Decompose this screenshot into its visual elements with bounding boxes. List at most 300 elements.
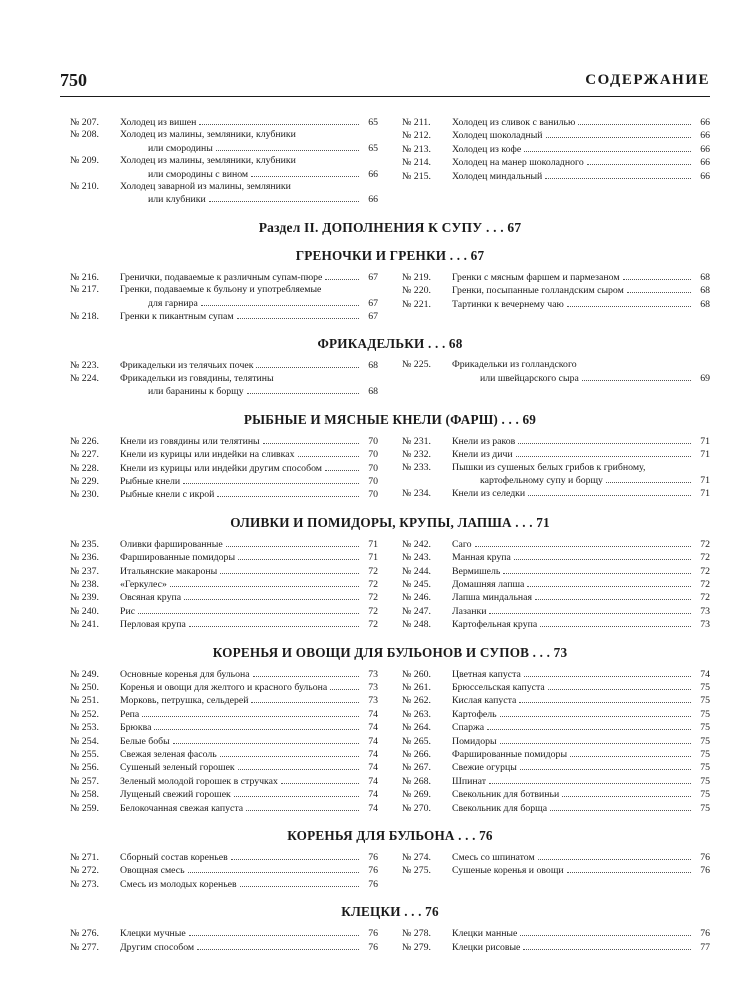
toc-entry [70, 116, 378, 129]
entry-page-number: 67 [368, 311, 378, 323]
section-heading: Раздел II. ДОПОЛНЕНИЯ К СУПУ . . . 67 [258, 219, 522, 235]
entry-page-number: 76 [368, 941, 378, 953]
entry-title [452, 761, 694, 774]
dot-leader [548, 681, 691, 690]
entry-page-number: 77 [700, 941, 710, 953]
dot-leader [201, 297, 359, 306]
dot-leader [527, 578, 691, 587]
dot-leader [516, 448, 691, 457]
entry-number: № 244. [402, 565, 431, 577]
dot-leader [519, 694, 691, 703]
entry-title [452, 941, 694, 954]
toc-entry [402, 551, 710, 564]
entry-page-number: 75 [700, 775, 710, 787]
entry-title-text: Рыбные кнели [120, 475, 181, 487]
entry-number: № 216. [70, 271, 99, 283]
dot-leader [281, 775, 359, 784]
entry-title-text: Кнели из курицы или индейки на сливках [120, 449, 295, 461]
entry-number: № 259. [70, 802, 99, 814]
entry-title [120, 941, 362, 954]
entry-title-text: Кнели из раков [452, 435, 516, 447]
entry-title [148, 168, 362, 181]
entry-number: № 245. [402, 578, 431, 590]
entry-title-text: Картофель [452, 708, 497, 720]
entry-title [452, 748, 694, 761]
entry-number: № 276. [70, 928, 99, 940]
toc-entry [402, 129, 710, 142]
entry-number: № 221. [402, 298, 431, 310]
entry-title [452, 116, 694, 129]
entry-title-text: Холодец миндальный [452, 170, 543, 182]
entry-number: № 266. [402, 749, 431, 760]
entry-title-text: Помидоры [452, 735, 497, 747]
entry-title-text: Лапша миндальная [452, 592, 533, 604]
entry-number: № 242. [402, 538, 431, 550]
dot-leader [535, 591, 691, 600]
entry-title-text: Манная крупа [452, 552, 511, 564]
dot-leader [623, 271, 691, 280]
dot-leader [253, 668, 359, 677]
entry-title [120, 373, 378, 385]
entry-columns [70, 927, 710, 954]
entry-title [452, 605, 694, 618]
toc-entry [70, 591, 378, 604]
dot-leader [325, 271, 359, 280]
entry-line [402, 116, 710, 129]
toc-entry [402, 618, 710, 631]
entry-page-number: 72 [368, 565, 378, 577]
entry-title-text: Смесь со шпинатом [452, 852, 535, 864]
entry-line [70, 448, 378, 461]
entry-page-number: 71 [368, 538, 378, 550]
entry-title [148, 297, 362, 310]
entry-title [452, 681, 694, 694]
entry-title-text: или клубники [148, 194, 206, 206]
entry-page-number: 67 [368, 271, 378, 283]
entry-number: № 250. [70, 681, 99, 693]
entry-line [70, 578, 378, 591]
entry-page-number: 66 [700, 117, 710, 128]
entry-title-text: или смородины [148, 142, 213, 154]
entry-title-text: Тартинки к вечернему чаю [452, 298, 564, 310]
entry-number: № 255. [70, 749, 99, 760]
entry-title [452, 448, 694, 461]
entry-title [452, 462, 710, 474]
entry-line [402, 551, 710, 564]
entry-page-number: 76 [700, 928, 710, 940]
dot-leader [567, 864, 691, 873]
entry-line [402, 435, 710, 448]
subsection-heading: ОЛИВКИ И ПОМИДОРЫ, КРУПЫ, ЛАПША . . . 71 [230, 514, 550, 530]
entry-line [402, 864, 710, 877]
entry-number: № 240. [70, 605, 99, 617]
left-column [70, 435, 378, 502]
entry-title-text: Холодец из малины, земляники, клубники [120, 129, 296, 141]
entry-line [402, 143, 710, 156]
entry-line [70, 761, 378, 774]
entry-line [70, 748, 378, 761]
entry-title [452, 578, 694, 591]
entry-number: № 212. [402, 130, 431, 142]
subsection-heading: ГРЕНОЧКИ И ГРЕНКИ . . . 67 [295, 247, 485, 263]
entry-line [70, 605, 378, 618]
dot-leader [209, 193, 359, 202]
dot-leader [518, 435, 691, 444]
entry-title-text: «Геркулес» [120, 578, 167, 590]
entry-line [70, 116, 378, 129]
dot-leader [251, 168, 359, 177]
entry-page-number: 66 [368, 168, 378, 180]
entry-number: № 270. [402, 802, 431, 814]
entry-title [452, 298, 694, 311]
entry-title-text: Кнели из курицы или индейки другим способом [120, 462, 322, 474]
entry-title [452, 851, 694, 864]
entry-line [402, 578, 710, 591]
toc-entry [70, 475, 378, 488]
entry-line [70, 591, 378, 604]
entry-page-number: 68 [368, 360, 378, 372]
entry-title [120, 748, 362, 761]
entry-title [120, 802, 362, 815]
entry-number: № 226. [70, 435, 99, 447]
entry-number: № 209. [70, 155, 99, 167]
toc-entry [70, 775, 378, 788]
toc-entry [70, 271, 378, 284]
entry-page-number: 75 [700, 708, 710, 720]
entry-number: № 278. [402, 928, 431, 940]
dot-leader [545, 170, 691, 179]
entry-line [70, 373, 378, 385]
entry-number: № 208. [70, 129, 99, 141]
entry-title-text: Брюссельская капуста [452, 681, 545, 693]
entry-line [70, 193, 378, 206]
entry-title-text: Фрикадельки из телячьих почек [120, 360, 254, 372]
toc-entry [402, 761, 710, 774]
toc-entry [402, 748, 710, 761]
dot-leader [217, 488, 359, 497]
toc-entry [402, 271, 710, 284]
right-column [402, 116, 710, 207]
entry-page-number: 76 [368, 878, 378, 890]
entry-number: № 228. [70, 462, 99, 474]
entry-line [70, 385, 378, 398]
toc-entry [70, 155, 378, 181]
entry-title-text: Итальянские макароны [120, 565, 218, 577]
dot-leader [246, 802, 359, 811]
entry-line [70, 297, 378, 310]
entry-number: № 247. [402, 605, 431, 617]
entry-line [402, 721, 710, 734]
entry-title-text: Холодец из кофе [452, 143, 522, 155]
toc-block [70, 335, 710, 398]
entry-number: № 264. [402, 722, 431, 734]
right-column [402, 271, 710, 324]
entry-number: № 218. [70, 311, 99, 323]
dot-leader [489, 605, 691, 614]
toc-entry [70, 851, 378, 864]
entry-title [120, 565, 362, 578]
toc-block [70, 411, 710, 502]
dot-leader [183, 475, 359, 484]
entry-title [120, 721, 362, 734]
entry-title [120, 788, 362, 801]
dot-leader [475, 538, 691, 547]
toc-entry [402, 591, 710, 604]
entry-page-number: 75 [700, 749, 710, 760]
entry-line [70, 462, 378, 475]
toc-entry [70, 694, 378, 707]
entry-line [70, 565, 378, 578]
entry-line [402, 156, 710, 169]
entry-page-number: 71 [700, 474, 710, 486]
entry-page-number: 72 [700, 592, 710, 604]
entry-title [452, 170, 694, 183]
entry-title [452, 694, 694, 707]
entry-title [148, 193, 362, 206]
entry-title-text: Сборный состав кореньев [120, 852, 228, 864]
dot-leader [142, 708, 359, 717]
entry-number: № 273. [70, 878, 99, 890]
dot-leader [520, 927, 691, 936]
entry-number: № 220. [402, 285, 431, 297]
entry-title [120, 735, 362, 748]
entry-title [120, 708, 362, 721]
toc-entry [70, 448, 378, 461]
entry-title [452, 927, 694, 940]
entry-title-text: Фрикадельки из голландского [452, 359, 577, 371]
dot-leader [216, 142, 359, 151]
entry-title [120, 488, 362, 501]
left-column [70, 927, 378, 954]
dot-leader [251, 694, 359, 703]
entry-number: № 279. [402, 941, 431, 953]
left-column [70, 271, 378, 324]
entry-number: № 235. [70, 538, 99, 550]
entry-title [120, 878, 362, 891]
entry-title-text: Кнели из дичи [452, 449, 513, 461]
toc-entry [402, 143, 710, 156]
toc-entry [402, 435, 710, 448]
entry-title-text: Холодец из малины, земляники, клубники [120, 155, 296, 167]
toc-entry [402, 448, 710, 461]
toc-block [70, 903, 710, 954]
left-column [70, 359, 378, 398]
entry-title-text: Клецки манные [452, 928, 518, 940]
entry-number: № 263. [402, 708, 431, 720]
entry-title [452, 359, 710, 371]
entry-page-number: 75 [700, 802, 710, 814]
left-column [70, 851, 378, 891]
toc-entry [402, 538, 710, 551]
toc-entry [402, 788, 710, 801]
toc-entry [70, 721, 378, 734]
entry-line [70, 155, 378, 167]
entry-title-text: Другим способом [120, 941, 195, 953]
left-column [70, 116, 378, 207]
entry-title-text: Свежая зеленая фасоль [120, 749, 217, 760]
toc-entry [402, 694, 710, 707]
entry-title-text: Картофельная крупа [452, 619, 538, 631]
entry-line [402, 538, 710, 551]
toc-entry [70, 708, 378, 721]
entry-line [70, 864, 378, 877]
entry-line [70, 735, 378, 748]
entry-title [452, 668, 694, 681]
entry-line [70, 310, 378, 323]
entry-page-number: 75 [700, 762, 710, 774]
entry-title [120, 435, 362, 448]
entry-page-number: 74 [368, 802, 378, 814]
entry-title-text: Клецки рисовые [452, 941, 521, 953]
dot-leader [240, 878, 359, 887]
dot-leader [247, 385, 359, 394]
toc-entry [70, 284, 378, 310]
dot-leader [570, 748, 691, 757]
subsection-heading: КОРЕНЬЯ ДЛЯ БУЛЬОНА . . . 76 [287, 828, 493, 844]
dot-leader [627, 284, 691, 293]
right-column [402, 435, 710, 502]
entry-page-number: 70 [368, 449, 378, 461]
entry-title [120, 668, 362, 681]
entry-number: № 219. [402, 271, 431, 283]
entry-page-number: 74 [368, 722, 378, 734]
entry-number: № 267. [402, 762, 431, 774]
entry-page-number: 74 [368, 749, 378, 760]
entry-title [148, 142, 362, 155]
entry-page-number: 71 [700, 435, 710, 447]
entry-number: № 239. [70, 592, 99, 604]
toc-entry [70, 681, 378, 694]
entry-page-number: 68 [700, 285, 710, 297]
entry-title [120, 694, 362, 707]
dot-leader [562, 788, 691, 797]
entry-page-number: 66 [368, 194, 378, 206]
entry-title-text: Кнели из говядины или телятины [120, 435, 260, 447]
dot-leader [520, 761, 691, 770]
toc-block [70, 219, 710, 324]
entry-title [120, 359, 362, 372]
entry-page-number: 69 [700, 372, 710, 384]
entry-title-text: Саго [452, 538, 472, 550]
entry-title [480, 474, 694, 487]
entry-title-text: Кислая капуста [452, 695, 517, 707]
toc-entry [402, 605, 710, 618]
entry-line [402, 851, 710, 864]
entry-page-number: 66 [700, 157, 710, 169]
entry-number: № 236. [70, 552, 99, 564]
toc-entry [70, 373, 378, 399]
dot-leader [226, 538, 359, 547]
entry-title-text: Белокочанная свежая капуста [120, 802, 244, 814]
entry-title [120, 462, 362, 475]
toc-entry [402, 565, 710, 578]
dot-leader [256, 359, 359, 368]
entry-line [402, 618, 710, 631]
entry-title-text: Зеленый молодой горошек в стручках [120, 775, 278, 787]
entry-title-text: Смесь из молодых кореньев [120, 878, 237, 890]
entry-page-number: 72 [368, 619, 378, 631]
entry-number: № 217. [70, 284, 99, 296]
page-header [60, 70, 710, 97]
entry-line [70, 142, 378, 155]
entry-title-text: Свекольник для ботвиньи [452, 789, 560, 801]
entry-title [120, 618, 362, 631]
toc-entry [70, 181, 378, 207]
entry-line [70, 551, 378, 564]
entry-number: № 258. [70, 789, 99, 801]
right-column [402, 538, 710, 632]
entry-number: № 223. [70, 360, 99, 372]
toc-entry [70, 565, 378, 578]
entry-title-text: Рис [120, 605, 136, 617]
entry-page-number: 66 [700, 143, 710, 155]
entry-page-number: 73 [700, 605, 710, 617]
entry-number: № 260. [402, 668, 431, 680]
entry-number: № 277. [70, 941, 99, 953]
entry-page-number: 71 [700, 449, 710, 461]
entry-number: № 211. [402, 117, 431, 128]
entry-title-text: Сушеные коренья и овощи [452, 865, 564, 877]
entry-number: № 271. [70, 852, 99, 864]
entry-number: № 254. [70, 735, 99, 747]
entry-title [452, 538, 694, 551]
entry-title [120, 591, 362, 604]
entry-title-text: Морковь, петрушка, сельдерей [120, 695, 249, 707]
entry-page-number: 76 [368, 928, 378, 940]
entry-columns [70, 359, 710, 398]
entry-page-number: 74 [368, 708, 378, 720]
dot-leader [503, 565, 691, 574]
entry-line [70, 681, 378, 694]
entry-title [120, 578, 362, 591]
entry-line [70, 359, 378, 372]
entry-title [120, 851, 362, 864]
dot-leader [325, 462, 359, 471]
entry-line [402, 284, 710, 297]
subsection-heading: ФРИКАДЕЛЬКИ . . . 68 [317, 336, 463, 352]
entry-number: № 207. [70, 117, 99, 128]
toc-entry [402, 681, 710, 694]
entry-line [402, 372, 710, 385]
entry-page-number: 65 [368, 142, 378, 154]
dot-leader [138, 605, 359, 614]
entry-line [402, 694, 710, 707]
entry-page-number: 68 [368, 386, 378, 398]
entry-line [402, 708, 710, 721]
toc-entry [70, 864, 378, 877]
toc-entry [70, 927, 378, 940]
entry-page-number: 73 [368, 695, 378, 707]
entry-number: № 241. [70, 619, 99, 631]
entry-title [480, 372, 694, 385]
toc-entry [402, 170, 710, 183]
entry-title-text: Клецки мучные [120, 928, 186, 940]
dot-leader [197, 941, 359, 950]
dot-leader [188, 864, 359, 873]
toc-entry [402, 578, 710, 591]
dot-leader [238, 551, 359, 560]
dot-leader [514, 551, 691, 560]
entry-title-text: Брюква [120, 722, 152, 734]
dot-leader [523, 941, 691, 950]
entry-line [402, 462, 710, 474]
toc-entry [70, 551, 378, 564]
entry-page-number: 72 [368, 605, 378, 617]
dot-leader [237, 310, 359, 319]
entry-number: № 233. [402, 461, 431, 473]
right-column [402, 927, 710, 954]
entry-number: № 261. [402, 681, 431, 693]
